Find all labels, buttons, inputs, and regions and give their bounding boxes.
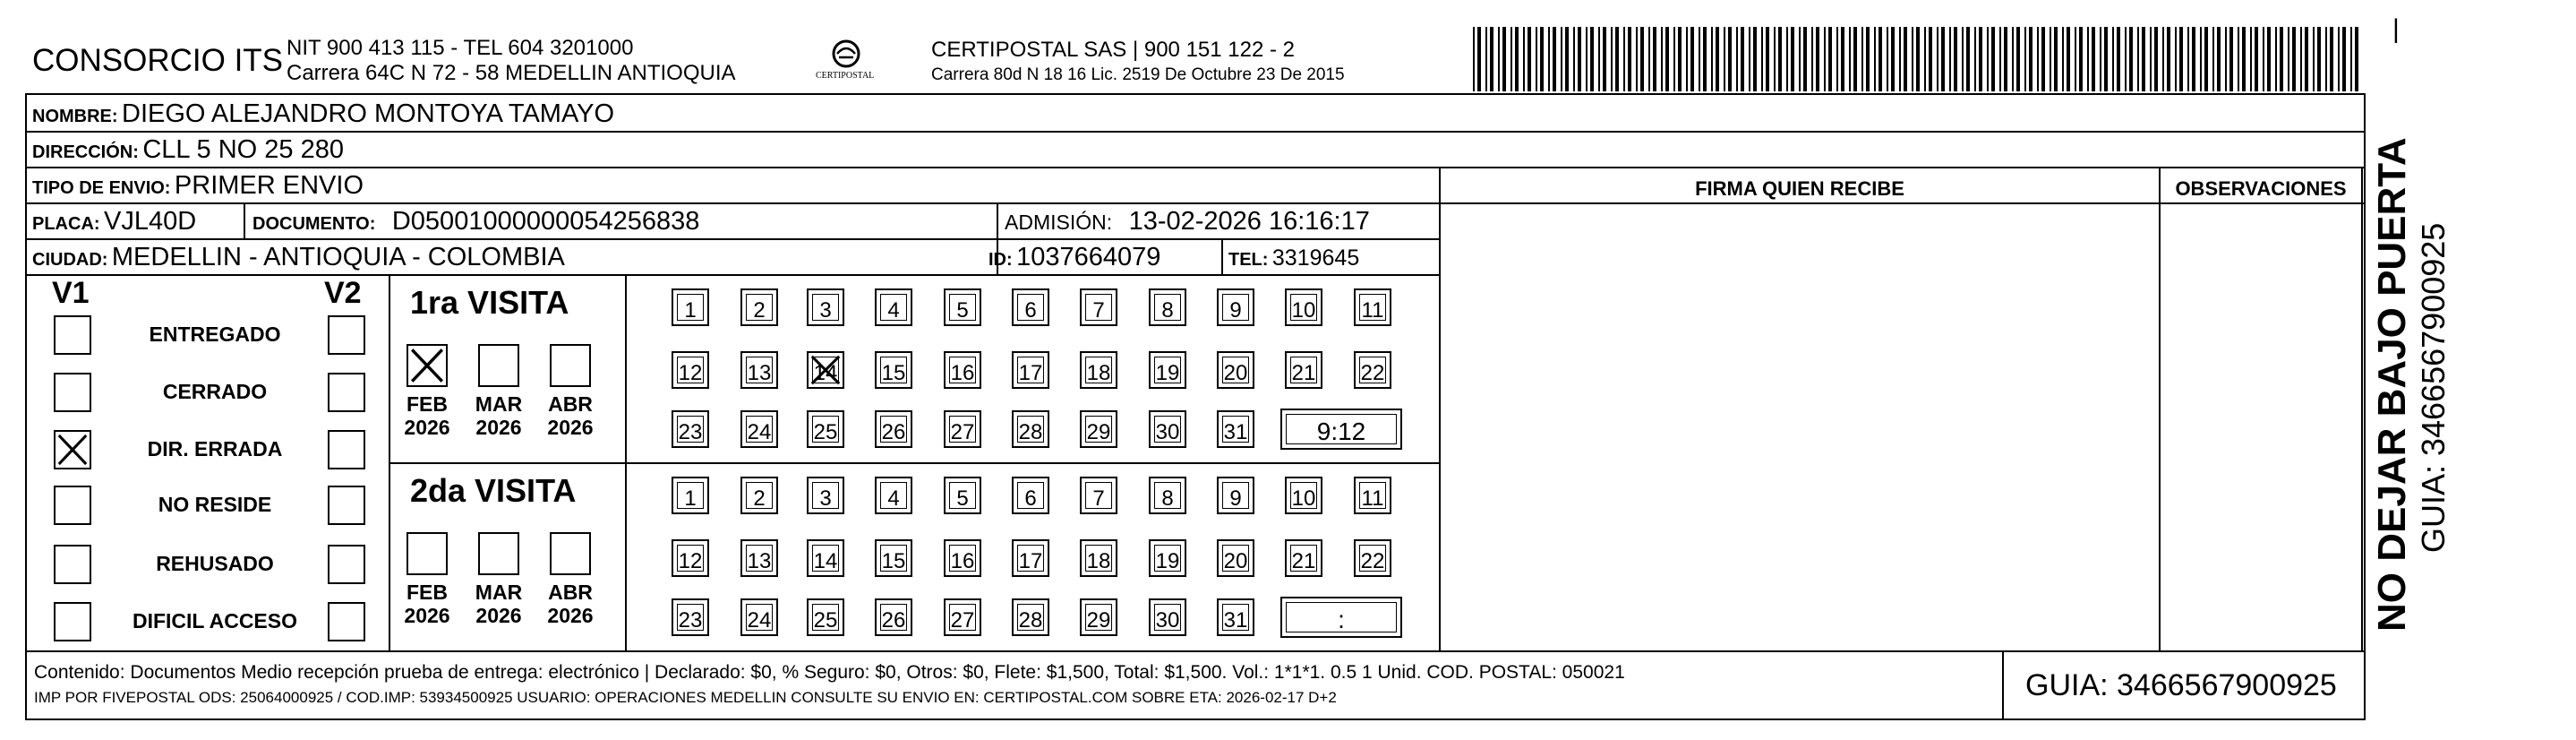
day-number: 1	[684, 298, 697, 323]
type-value: PRIMER ENVIO	[174, 171, 364, 200]
day-number: 21	[1291, 361, 1316, 385]
admission-label: ADMISIÓN:	[1005, 211, 1113, 234]
month-year: 2026	[547, 604, 594, 627]
day-number: 25	[813, 420, 838, 444]
logo-text: CERTIPOSTAL	[816, 71, 875, 81]
id-value: 1037664079	[1016, 243, 1161, 271]
month-year: 2026	[475, 604, 522, 627]
status-label: ENTREGADO	[149, 323, 281, 346]
x-mark-icon	[408, 346, 446, 385]
name-row	[32, 101, 614, 127]
day-box[interactable]	[1012, 351, 1049, 389]
observations-area[interactable]	[2161, 204, 2360, 649]
day-number: 26	[881, 608, 906, 632]
day-box[interactable]	[944, 351, 981, 389]
day-number: 22	[1360, 549, 1385, 573]
month-checkbox[interactable]	[550, 532, 591, 575]
day-box[interactable]	[672, 598, 709, 636]
day-number: 12	[678, 361, 703, 385]
day-box[interactable]	[807, 351, 844, 389]
address-row	[32, 137, 344, 163]
day-number: 3	[819, 486, 832, 511]
day-box[interactable]	[1149, 351, 1186, 389]
day-box[interactable]	[944, 288, 981, 326]
document-label: DOCUMENTO:	[252, 214, 376, 234]
day-number: 2	[753, 298, 766, 323]
v2-checkbox[interactable]	[328, 315, 365, 355]
day-number: 8	[1161, 298, 1174, 323]
day-box[interactable]	[672, 539, 709, 577]
day-box[interactable]	[1080, 477, 1117, 514]
v1-checkbox[interactable]	[54, 373, 91, 412]
day-number: 15	[881, 361, 906, 385]
day-number: 30	[1155, 608, 1180, 632]
v2-checkbox[interactable]	[328, 486, 365, 525]
month-checkbox[interactable]	[478, 344, 519, 387]
visit-time-box[interactable]	[1280, 409, 1402, 450]
day-box[interactable]	[1217, 410, 1254, 448]
day-number: 16	[950, 549, 975, 573]
day-box[interactable]	[875, 410, 912, 448]
month-name: FEB	[407, 581, 448, 604]
day-number: 13	[747, 361, 772, 385]
day-number: 26	[881, 420, 906, 444]
visit-title: 1ra VISITA	[410, 284, 569, 321]
day-box[interactable]	[1354, 351, 1391, 389]
day-box[interactable]	[1285, 477, 1322, 514]
day-box[interactable]	[1012, 410, 1049, 448]
day-box[interactable]	[875, 539, 912, 577]
day-number: 5	[956, 298, 969, 323]
v1-checkbox[interactable]	[54, 602, 91, 641]
name-value: DIEGO ALEJANDRO MONTOYA TAMAYO	[122, 99, 615, 128]
day-box[interactable]	[1080, 288, 1117, 326]
admission-value: 13-02-2026 16:16:17	[1128, 207, 1370, 236]
id-label: ID:	[988, 250, 1013, 270]
day-number: 16	[950, 361, 975, 385]
day-box[interactable]	[944, 477, 981, 514]
day-number: 17	[1018, 361, 1043, 385]
day-number: 25	[813, 608, 838, 632]
day-box[interactable]	[672, 351, 709, 389]
month-checkbox[interactable]	[407, 532, 448, 575]
day-box[interactable]	[1217, 539, 1254, 577]
document-row	[252, 209, 699, 235]
corner-mark: |	[2392, 14, 2400, 44]
day-box[interactable]	[1012, 477, 1049, 514]
day-box[interactable]	[1149, 410, 1186, 448]
footer-content: Contenido: Documentos Medio recepción prueba de entrega: electrónico | Declarado: $0, % Seguro: $0, Otros: $0, Flete: $1,500, Total: $1,500. Vol.: 1*1*1. 0.5 1 Unid. COD. POSTAL: 050021	[34, 662, 1625, 683]
day-box[interactable]	[807, 539, 844, 577]
day-number: 20	[1223, 549, 1248, 573]
day-number: 9	[1229, 298, 1242, 323]
day-number: 18	[1086, 361, 1111, 385]
document-value: D05001000000054256838	[391, 207, 700, 236]
month-name: MAR	[475, 581, 523, 604]
day-box[interactable]	[1012, 539, 1049, 577]
day-box[interactable]	[1217, 351, 1254, 389]
v1-checkbox[interactable]	[54, 545, 91, 584]
day-box[interactable]	[672, 288, 709, 326]
footer-imp: IMP POR FIVEPOSTAL ODS: 25064000925 / COD.IMP: 53934500925 USUARIO: OPERACIONES MEDELLIN CONSULTE SU ENVIO EN: CERTIPOSTAL.COM SOBRE ETA: 2026-02-17 D+2	[34, 689, 1337, 706]
day-number: 10	[1291, 486, 1316, 511]
courier-name: CERTIPOSTAL SAS | 900 151 122 - 2	[931, 38, 1295, 62]
day-box[interactable]	[1080, 351, 1117, 389]
side-guia: GUIA: 3466567900925	[2415, 222, 2452, 553]
v1-checkbox[interactable]	[54, 486, 91, 525]
day-number: 27	[950, 608, 975, 632]
month-year: 2026	[404, 604, 450, 627]
day-box[interactable]	[1285, 351, 1322, 389]
day-box[interactable]	[740, 288, 778, 326]
day-number: 8	[1161, 486, 1174, 511]
day-box[interactable]	[807, 598, 844, 636]
month-name: FEB	[407, 392, 448, 416]
visit-time: 9:12	[1316, 417, 1366, 445]
day-number: 6	[1024, 298, 1037, 323]
day-number: 19	[1155, 549, 1180, 573]
address-label: DIRECCIÓN:	[32, 142, 139, 162]
day-number: 12	[678, 549, 703, 573]
day-number: 22	[1360, 361, 1385, 385]
day-number: 30	[1155, 420, 1180, 444]
form-bottom-border	[25, 718, 2366, 720]
day-number: 4	[887, 298, 900, 323]
address-value: CLL 5 NO 25 280	[142, 135, 344, 164]
month-year: 2026	[475, 416, 522, 439]
city-label: CIUDAD:	[32, 250, 108, 270]
day-box[interactable]	[740, 351, 778, 389]
courier-address: Carrera 80d N 18 16 Lic. 2519 De Octubre 23 De 2015	[931, 65, 1345, 84]
day-box[interactable]	[875, 351, 912, 389]
day-number: 4	[887, 486, 900, 511]
name-label: NOMBRE:	[32, 107, 118, 126]
day-box[interactable]	[1149, 477, 1186, 514]
tel-row	[1228, 247, 1359, 270]
day-box[interactable]	[1012, 288, 1049, 326]
day-number: 14	[813, 361, 838, 385]
day-number: 9	[1229, 486, 1242, 511]
status-label: CERRADO	[162, 380, 268, 403]
day-number: 29	[1086, 608, 1111, 632]
day-box[interactable]	[1285, 288, 1322, 326]
day-box[interactable]	[740, 598, 778, 636]
visit-time: :	[1338, 606, 1345, 633]
day-number: 7	[1092, 298, 1105, 323]
v1-label: V1	[52, 276, 90, 310]
day-box[interactable]	[1217, 477, 1254, 514]
day-box[interactable]	[807, 477, 844, 514]
company-name: CONSORCIO ITS	[32, 43, 284, 78]
day-box[interactable]	[740, 539, 778, 577]
day-number: 23	[678, 608, 703, 632]
day-box[interactable]	[1149, 598, 1186, 636]
day-number: 29	[1086, 420, 1111, 444]
certipostal-logo	[810, 36, 882, 90]
status-label: REHUSADO	[156, 552, 274, 575]
certipostal-logo-icon	[810, 36, 882, 90]
admission-row	[1005, 209, 1370, 235]
plate-label: PLACA:	[32, 214, 100, 234]
form-right-border	[2364, 93, 2366, 718]
no-dejar-bajo-puerta: NO DEJAR BAJO PUERTA	[2370, 137, 2414, 632]
visit-title: 2da VISITA	[410, 472, 577, 509]
day-number: 19	[1155, 361, 1180, 385]
day-box[interactable]	[875, 288, 912, 326]
v2-checkbox[interactable]	[328, 602, 365, 641]
id-row	[988, 245, 1160, 271]
day-box[interactable]	[875, 477, 912, 514]
signature-area[interactable]	[1442, 204, 2158, 649]
company-address: Carrera 64C N 72 - 58 MEDELLIN ANTIOQUIA	[287, 61, 736, 85]
x-mark-icon	[56, 432, 90, 468]
day-number: 31	[1223, 608, 1248, 632]
observaciones-label: OBSERVACIONES	[2175, 177, 2347, 200]
day-box[interactable]	[740, 410, 778, 448]
day-box[interactable]	[1080, 598, 1117, 636]
day-box[interactable]	[1149, 288, 1186, 326]
day-number: 17	[1018, 549, 1043, 573]
type-row	[32, 173, 364, 199]
form-top-border	[25, 93, 2366, 95]
v2-checkbox[interactable]	[328, 545, 365, 584]
month-checkbox[interactable]	[550, 344, 591, 387]
day-box[interactable]	[1354, 288, 1391, 326]
day-number: 11	[1361, 298, 1384, 323]
company-nit: NIT 900 413 115 - TEL 604 3201000	[287, 36, 634, 60]
day-box[interactable]	[1354, 477, 1391, 514]
day-number: 28	[1018, 608, 1043, 632]
barcode-icon	[1473, 27, 2368, 91]
month-checkbox[interactable]	[478, 532, 519, 575]
day-box[interactable]	[1080, 410, 1117, 448]
day-number: 10	[1291, 298, 1316, 323]
status-label: DIR. ERRADA	[147, 437, 283, 460]
day-number: 6	[1024, 486, 1037, 511]
day-number: 28	[1018, 420, 1043, 444]
day-box[interactable]	[1217, 598, 1254, 636]
day-box[interactable]	[1354, 539, 1391, 577]
day-box[interactable]	[944, 598, 981, 636]
tel-label: TEL:	[1228, 250, 1269, 270]
day-number: 31	[1223, 420, 1248, 444]
month-name: ABR	[548, 581, 593, 604]
day-box[interactable]	[740, 477, 778, 514]
visit-time-box[interactable]	[1280, 597, 1402, 638]
city-value: MEDELLIN - ANTIOQUIA - COLOMBIA	[111, 243, 565, 271]
day-number: 1	[684, 486, 697, 511]
day-number: 13	[747, 549, 772, 573]
day-number: 24	[747, 608, 772, 632]
footer-guia: GUIA: 3466567900925	[2025, 668, 2337, 702]
v2-checkbox[interactable]	[328, 430, 365, 469]
day-box[interactable]	[1217, 288, 1254, 326]
day-box[interactable]	[1285, 539, 1322, 577]
v1-checkbox[interactable]	[54, 315, 91, 355]
day-number: 15	[881, 549, 906, 573]
plate-row	[32, 209, 196, 235]
month-checkbox[interactable]	[407, 344, 448, 387]
day-box[interactable]	[1012, 598, 1049, 636]
v2-label: V2	[324, 276, 362, 310]
status-label: DIFICIL ACCESO	[132, 609, 297, 632]
day-box[interactable]	[672, 477, 709, 514]
v1-checkbox[interactable]	[54, 430, 91, 469]
day-number: 24	[747, 420, 772, 444]
day-number: 14	[813, 549, 838, 573]
day-box[interactable]	[807, 288, 844, 326]
day-number: 18	[1086, 549, 1111, 573]
day-number: 11	[1361, 486, 1384, 511]
month-name: ABR	[548, 392, 593, 416]
day-box[interactable]	[807, 410, 844, 448]
day-box[interactable]	[1080, 539, 1117, 577]
month-year: 2026	[547, 416, 594, 439]
tel-value: 3319645	[1271, 245, 1360, 271]
day-number: 3	[819, 298, 832, 323]
day-number: 23	[678, 420, 703, 444]
month-name: MAR	[475, 392, 523, 416]
day-box[interactable]	[672, 410, 709, 448]
day-box[interactable]	[944, 410, 981, 448]
day-number: 27	[950, 420, 975, 444]
day-number: 5	[956, 486, 969, 511]
day-box[interactable]	[944, 539, 981, 577]
form-left-border	[25, 93, 27, 720]
type-label: TIPO DE ENVIO:	[32, 178, 171, 198]
day-number: 21	[1291, 549, 1316, 573]
plate-value: VJL40D	[104, 207, 197, 236]
day-box[interactable]	[875, 598, 912, 636]
day-number: 7	[1092, 486, 1105, 511]
day-number: 2	[753, 486, 766, 511]
day-number: 20	[1223, 361, 1248, 385]
day-box[interactable]	[1149, 539, 1186, 577]
month-year: 2026	[404, 416, 450, 439]
v2-checkbox[interactable]	[328, 373, 365, 412]
city-row	[32, 245, 565, 271]
status-label: NO RESIDE	[158, 493, 272, 516]
firma-label: FIRMA QUIEN RECIBE	[1695, 177, 1904, 200]
